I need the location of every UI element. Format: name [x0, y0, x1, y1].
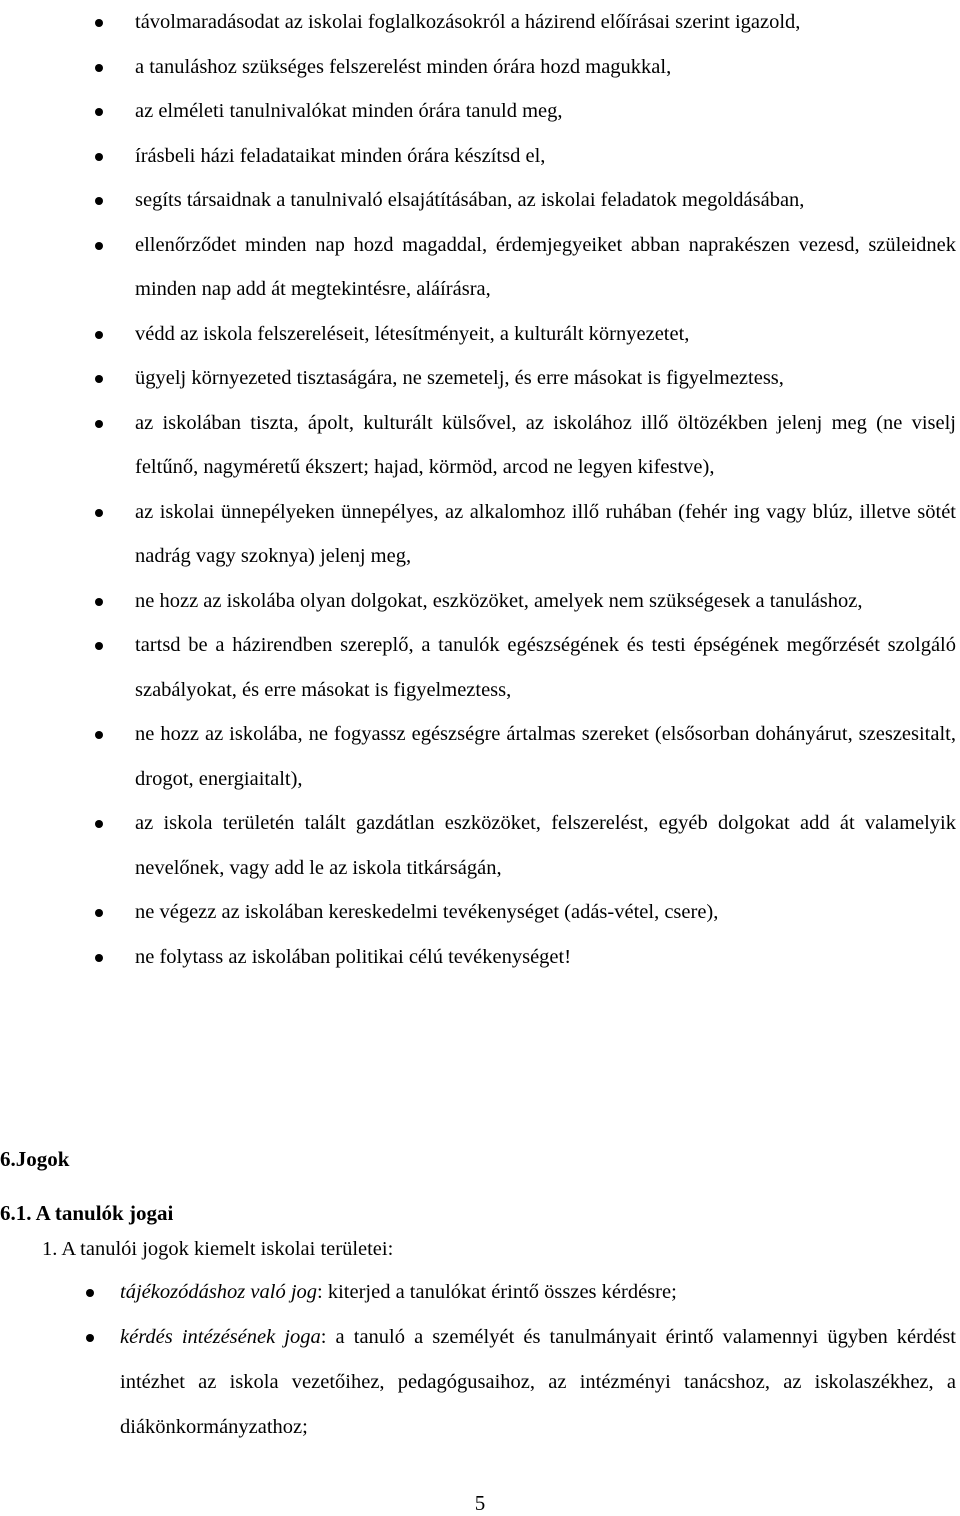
list-item [0, 712, 960, 801]
list-item-text: az iskolában tiszta, ápolt, kulturált külsővel, az iskolához illő öltözékben jelenj meg (ne viselj feltűnő, nagyméretű ékszert; hajad, körmöd, arcod ne legyen kifestve), [135, 411, 956, 478]
list-item-text: ne folytass az iskolában politikai célú tevékenységet! [135, 945, 572, 968]
right-description: : kiterjed a tanulókat érintő összes kérdésre; [317, 1281, 677, 1303]
list-item-text: ne hozz az iskolába, ne fogyassz egészségre ártalmas szereket (elsősorban dohányárut, szeszesitalt, drogot, energiaitalt), [135, 723, 956, 790]
list-item [0, 223, 960, 312]
subsection-heading: 6.1. A tanulók jogai [0, 1201, 174, 1225]
list-item-text: távolmaradásodat az iskolai foglalkozásokról a házirend előírásai szerint igazold, [135, 11, 801, 33]
bullet-icon [95, 153, 103, 161]
list-item [0, 356, 960, 401]
list-item-text: védd az iskola felszereléseit, létesítményeit, a kulturált környezetet, [135, 322, 690, 345]
bullet-icon [95, 509, 103, 517]
bullet-icon [95, 19, 103, 27]
list-item [0, 89, 960, 134]
bullet-icon [95, 642, 103, 650]
list-item-text: ne végezz az iskolában kereskedelmi tevékenységet (adás-vétel, csere), [135, 901, 719, 923]
page-number: 5 [474, 1491, 486, 1515]
bullet-icon [86, 1289, 94, 1297]
list-item [0, 0, 960, 45]
right-term: kérdés intézésének joga [120, 1326, 321, 1348]
bullet-icon [95, 420, 103, 428]
bullet-icon [95, 197, 103, 205]
list-item-text: a tanuláshoz szükséges felszerelést minden órára hozd magukkal, [135, 55, 672, 78]
list-item [0, 623, 960, 712]
list-item-text: ellenőrződet minden nap hozd magaddal, érdemjegyeiket abban naprakészen vezesd, szüleidnek minden nap add át megtekintésre, aláírásra, [135, 233, 956, 300]
list-item [0, 312, 960, 357]
list-item-text: az iskolai ünnepélyeken ünnepélyes, az alkalomhoz illő ruhában (fehér ing vagy blúz, illetve sötét nadrág vagy szoknya) jelenj meg, [135, 500, 956, 567]
bullet-icon [86, 1334, 94, 1342]
bullet-icon [95, 108, 103, 116]
bullet-icon [95, 331, 103, 339]
right-term: tájékozódáshoz való jog [120, 1281, 318, 1303]
list-item-text: az elméleti tanulnivalókat minden órára tanuld meg, [135, 100, 563, 122]
bullet-icon [95, 820, 103, 828]
list-item-text: tartsd be a házirendben szereplő, a tanulók egészségének és testi épségének megőrzését szolgáló szabályokat, és erre másokat is figyelmeztess, [135, 634, 956, 701]
list-item [0, 134, 960, 179]
bullet-icon [95, 954, 103, 962]
list-item [0, 1270, 960, 1315]
list-item [0, 401, 960, 490]
list-item [0, 1315, 960, 1450]
list-item [0, 490, 960, 579]
bullet-icon [95, 731, 103, 739]
list-item-text: ügyelj környezeted tisztaságára, ne szemetelj, és erre másokat is figyelmeztess, [135, 367, 784, 389]
list-item [0, 935, 960, 980]
list-item [0, 890, 960, 935]
bullet-icon [95, 64, 103, 72]
list-item [0, 801, 960, 890]
list-item-text: segíts társaidnak a tanulnivaló elsajátításában, az iskolai feladatok megoldásában, [135, 189, 805, 211]
list-item [0, 45, 960, 90]
intro-text: 1. A tanulói jogok kiemelt iskolai területei: [42, 1238, 394, 1260]
bullet-icon [95, 242, 103, 250]
right-description: : a tanuló a személyét és tanulmányait érintő valamennyi ügyben kérdést intézhet az iskola vezetőihez, pedagógusaihoz, az intézményi tanácshoz, az iskolaszékhez, a diákönkormányzathoz; [120, 1326, 956, 1438]
list-item-text: ne hozz az iskolába olyan dolgokat, eszközöket, amelyek nem szükségesek a tanuláshoz, [135, 589, 863, 612]
list-item [0, 178, 960, 223]
bullet-icon [95, 375, 103, 383]
list-item-text: írásbeli házi feladataikat minden órára készítsd el, [135, 144, 546, 167]
bullet-icon [95, 909, 103, 917]
list-item [0, 579, 960, 624]
list-item-text: az iskola területén talált gazdátlan eszközöket, felszerelést, egyéb dolgokat add át valamelyik nevelőnek, vagy add le az iskola titkárságán, [135, 812, 956, 879]
bullet-icon [95, 598, 103, 606]
student-rights-list [0, 1270, 960, 1450]
section-heading: 6.Jogok [0, 1147, 70, 1171]
